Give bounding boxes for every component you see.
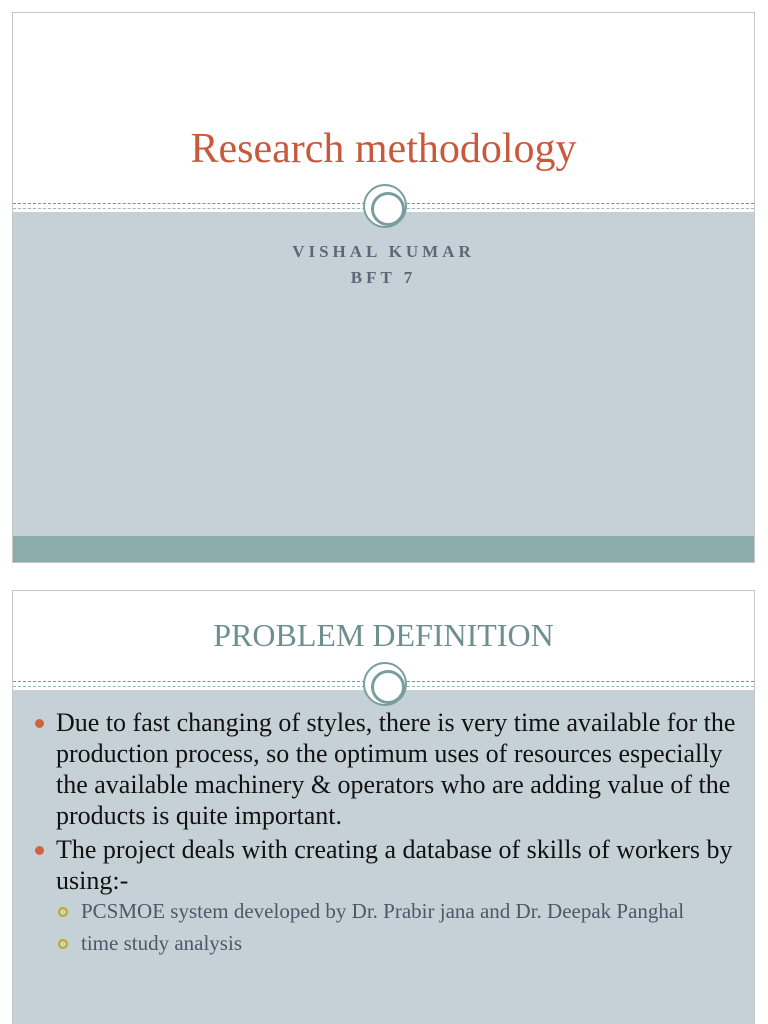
sub-list-item: [35, 931, 736, 956]
list-item: [35, 707, 736, 831]
sub-bullet-text: PCSMOE system developed by Dr. Prabir jana and Dr. Deepak Panghal: [81, 899, 685, 923]
filled-circle-bullet-icon: [35, 719, 44, 728]
course-label: BFT 7: [350, 268, 417, 287]
bullet-text: The project deals with creating a database of skills of workers by using:-: [56, 835, 733, 895]
bullet-text: Due to fast changing of styles, there is very time available for the production process, so the optimum uses of resources especially the available machinery & operators who are adding value of the products is quite important.: [56, 708, 736, 830]
sub-bullet-list: [35, 899, 736, 956]
subtitle-area: [13, 212, 754, 537]
subtitle-block: [13, 239, 754, 291]
content-slide: [12, 590, 755, 1024]
title-area: [13, 13, 754, 205]
filled-circle-bullet-icon: [35, 846, 44, 855]
double-ring-icon: [363, 184, 407, 228]
slide-title: PROBLEM DEFINITION: [213, 617, 554, 653]
footer-band: [13, 536, 754, 562]
sub-list-item: [35, 899, 736, 924]
hollow-circle-bullet-icon: [58, 907, 68, 917]
author-name: VISHAL KUMAR: [292, 242, 475, 261]
presentation-title: Research methodology: [190, 126, 577, 172]
hollow-circle-bullet-icon: [58, 939, 68, 949]
bullet-list: [35, 707, 736, 963]
title-slide: [12, 12, 755, 563]
double-ring-icon: [363, 662, 407, 706]
list-item: [35, 834, 736, 896]
sub-bullet-text: time study analysis: [81, 931, 242, 955]
